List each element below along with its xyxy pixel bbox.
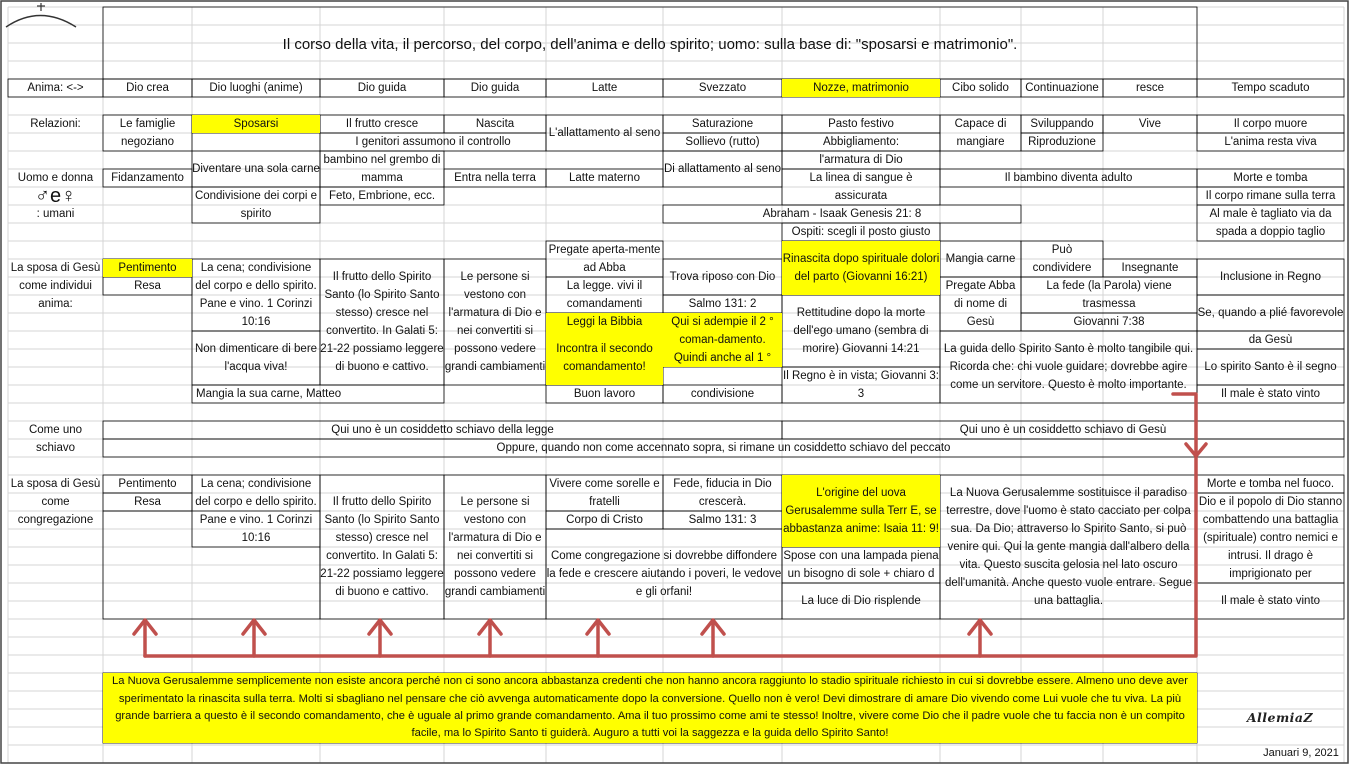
cell-persone-armatura: Le persone si vestono con l'armatura di Dio e nei convertiti si possono vedere grandi cambiamenti (444, 271, 546, 373)
cell-trova-riposo: Trova riposo con Dio (669, 271, 776, 283)
cell-riproduzione: Riproduzione (1028, 136, 1096, 148)
label-uomo-donna: Uomo e donna (17, 172, 94, 184)
cell-corpo-muore: Il corpo muore (1233, 118, 1308, 130)
cell-nascita: Nascita (475, 118, 515, 130)
cell-regno-vista: Il Regno è in vista; Giovanni 3: 3 (783, 370, 939, 400)
logo-text: AllemiaZ (1246, 710, 1314, 725)
label-umani: : umani (36, 208, 75, 220)
cell-origine-gerusalemme: L'origine del uova Gerusalemme sulla Terr E, se abbastanza anime: Isaia 11: 9! (782, 475, 940, 547)
cell-se-quando: Se, quando a plié favorevole (1197, 307, 1344, 319)
cell-persone-armatura-2: Le persone si vestono con l'armatura di Dio e nei convertiti si possono vedere grandi cambiamenti (444, 496, 546, 598)
cell-genitori: I genitori assumono il controllo (355, 136, 511, 148)
cell-frutto-spirito-2: Il frutto dello Spirito Santo (lo Spirito Santo stesso) cresce nel convertito. In Galati 5: 21-22 possiamo leggere di buono e cattivo. (320, 496, 444, 598)
cell-frutto-cresce: Il frutto cresce (345, 118, 419, 130)
cell-puo-condividere: Può condividere (1032, 244, 1092, 274)
cell-male-vinto-2: Il male è stato vinto (1220, 595, 1321, 607)
cell-corpo-cristo: Corpo di Cristo (566, 514, 643, 526)
cell-male-tagliato: Al male è tagliato via da spada a doppio taglio (1209, 208, 1332, 238)
cell-schiavo-legge: Qui uno è un cosiddetto schiavo della legge (331, 424, 554, 436)
cell-cena: La cena; condivisione del corpo e dello spirito. Pane e vino. 1 Corinzi 10:16 (195, 262, 317, 328)
cell-leggi-bibbia: Leggi la Bibbia (546, 313, 663, 331)
cell-capace: Capace di mangiare (954, 118, 1007, 148)
cell-insegnante: Insegnante (1121, 262, 1179, 274)
cell-sollievo: Sollievo (rutto) (685, 136, 760, 148)
cell-da-gesu: da Gesù (1248, 334, 1293, 346)
header-dio-luoghi: Dio luoghi (anime) (209, 82, 303, 94)
cell-luce-dio: La luce di Dio risplende (801, 595, 921, 607)
cell-bambino-adulto: Il bambino diventa adulto (1004, 172, 1133, 184)
cell-armatura: l'armatura di Dio (819, 154, 903, 166)
cell-di-allattamento: Di allattamento al seno (664, 163, 781, 175)
cell-saturazione: Saturazione (691, 118, 754, 130)
cell-condivisione-corpi: Condivisione dei corpi e spirito (194, 190, 318, 220)
header-tempo-scaduto: Tempo scaduto (1231, 82, 1310, 94)
cell-diventare: Diventare una sola carne (192, 163, 320, 175)
cell-ospiti: Ospiti: scegli il posto giusto (791, 226, 931, 238)
header-resce: resce (1135, 82, 1165, 94)
header-continuazione: Continuazione (1025, 82, 1099, 94)
cell-abraham: Abraham - Isaak Genesis 21: 8 (762, 208, 922, 220)
cell-pregate-abba: Pregate Abba di nome di Gesù (945, 280, 1016, 328)
cell-salmo-3: Salmo 131: 3 (688, 514, 757, 526)
cell-abbigliamento: Abbigliamento: (822, 136, 900, 148)
cell-resa: Resa (134, 280, 161, 292)
cell-spose-lampada: Spose con una lampada piena un bisogno di sole + chiaro d (783, 550, 939, 580)
cell-resa-2: Resa (134, 496, 161, 508)
cell-dio-popolo: Dio e il popolo di Dio stanno combattendo una battaglia (spirituale) contro nemici e intrusi. Il drago è imprigionato per (1198, 496, 1343, 580)
footer-note: La Nuova Gerusalemme semplicemente non esiste ancora perché non ci sono ancora abbastanza credenti che non hanno ancora raggiunto lo stadio spirituale richiesto in cui si dovrebbe essere. Almeno uno deve aver sperimentato la rinascita sulla terra. Molti si sbagliano nel pensare che ciò avvenga automaticamente dopo la conversione. Quello non è vero! Devi dimostrare di amare Dio vivendo come Lui vuole che tu viva. La più grande barriera a questo è il secondo comandamento, che è uguale al primo grande comandamento. Ama il tuo prossimo come ami te stesso! Inoltre, vivere come Dio che il padre vuole che tu faccia non è un compito facile, ma lo Spirito Santo ti guiderà. Auguro a tutti voi la saggezza e la guida dello Spirito Santo! (103, 673, 1197, 743)
cell-congregazione-fede: Come congregazione si dovrebbe diffondere la fede e crescere aiutando i poveri, le vedove e gli orfani! (546, 550, 782, 598)
cell-pregate-apertamente: Pregate aperta-mente ad Abba (548, 244, 661, 274)
header-svezzato: Svezzato (698, 82, 747, 94)
cell-pentimento-2: Pentimento (118, 478, 177, 490)
label-come-schiavo: Come uno schiavo (28, 424, 83, 454)
header-dio-guida-2: Dio guida (470, 82, 520, 94)
cell-cena-2: La cena; condivisione del corpo e dello spirito. Pane e vino. 1 Corinzi 10:16 (195, 478, 317, 544)
cell-fede-trasmessa: La fede (la Parola) viene trasmessa (1046, 280, 1172, 310)
label-sposa-individui: La sposa di Gesù come individui anima: (10, 262, 101, 310)
header-latte: Latte (591, 82, 618, 94)
cell-incontra-comandamento: Incontra il secondo comandamento! (546, 331, 663, 385)
cell-spirito-segno: Lo spirito Santo è il segno (1204, 361, 1337, 373)
cell-sposarsi: Sposarsi (192, 115, 320, 133)
cell-schiavo-peccato: Oppure, quando non come accennato sopra, si rimane un cosiddetto schiavo del peccato (496, 442, 951, 454)
cell-anima-viva: L'anima resta viva (1224, 136, 1317, 148)
gender-symbols-icon: ♂e♀ (34, 187, 77, 205)
allemiaz-logo (0, 0, 80, 36)
cell-latte-materno: Latte materno (569, 172, 640, 184)
cell-fede-fiducia: Fede, fiducia in Dio crescerà. (673, 478, 772, 508)
cell-vivere-sorelle: Vivere come sorelle e fratelli (549, 478, 660, 508)
cell-morte-fuoco: Morte e tomba nel fuoco. (1206, 478, 1335, 490)
header-anima: Anima: <-> (27, 82, 84, 94)
cell-frutto-spirito: Il frutto dello Spirito Santo (lo Spirito Santo stesso) cresce nel convertito. In Galati 5: 21-22 possiamo leggere di buono e cattivo. (320, 271, 444, 373)
cell-feto: Feto, Embrione, ecc. (328, 190, 436, 202)
label-sposa-congregazione: La sposa di Gesù come congregazione (10, 478, 101, 526)
cell-buon-lavoro: Buon lavoro (573, 388, 636, 400)
cell-schiavo-gesu: Qui uno è un cosiddetto schiavo di Gesù (959, 424, 1167, 436)
cell-pasto-festivo: Pasto festivo (828, 118, 894, 130)
cell-mangia-carne-matteo: Mangia la sua carne, Matteo (196, 388, 342, 400)
cell-guida-spirito: La guida dello Spirito Santo è molto tangibile qui. Ricorda che: chi vuole guidare; dovrebbe agire come un servitore. Questo è molto importante. (943, 343, 1194, 391)
cell-famiglie: Le famiglie negoziano (119, 118, 176, 148)
header-dio-crea: Dio crea (126, 82, 169, 94)
cell-inclusione-regno: Inclusione in Regno (1219, 271, 1321, 283)
cell-condivisione: condivisione (690, 388, 755, 400)
cell-nuova-gerusalemme: La Nuova Gerusalemme sostituisce il paradiso terrestre, dove l'uomo è stato cacciato per colpa sua. Da Dio; attraverso lo Spirito Santo, si può venire qui. Qui la gente mangia dall'albero della vita. Questo suscita gelosia nel lato oscuro dell'umanità. Anche questo vuole entrare. Segue una battaglia. (944, 487, 1193, 607)
header-dio-guida-1: Dio guida (357, 82, 407, 94)
cell-linea-sangue: La linea di sangue è assicurata (809, 172, 913, 202)
cell-entra-terra: Entra nella terra (454, 172, 536, 184)
header-cibo-solido: Cibo solido (952, 82, 1009, 94)
header-nozze: Nozze, matrimonio (782, 79, 940, 97)
cell-morte-tomba: Morte e tomba (1233, 172, 1308, 184)
cell-salmo-2: Salmo 131: 2 (688, 298, 757, 310)
page-title: Il corso della vita, il percorso, del corpo, dell'anima e dello spirito; uomo: sulla base di: "sposarsi e matrimonio". (282, 36, 1018, 53)
label-relazioni: Relazioni: (30, 118, 81, 130)
cell-mangia-carne: Mangia carne (945, 253, 1016, 265)
cell-pentimento: Pentimento (103, 259, 192, 277)
cell-corpo-rimane: Il corpo rimane sulla terra (1205, 190, 1336, 202)
cell-allattamento: L'allattamento al seno (548, 127, 661, 139)
cell-giovanni-7-38: Giovanni 7:38 (1073, 316, 1145, 328)
cell-bambino: bambino nel grembo di mamma (323, 154, 441, 184)
cell-rettitudine: Rettitudine dopo la morte dell'ego umano (sembra di morire) Giovanni 14:21 (793, 307, 929, 355)
cell-acqua-viva: Non dimenticare di bere l'acqua viva! (194, 343, 318, 373)
date-stamp: Januari 9, 2021 (1263, 747, 1339, 759)
cell-legge-comandamenti: La legge. vivi il comandamenti (566, 280, 643, 310)
cell-male-vinto-1: Il male è stato vinto (1220, 388, 1321, 400)
cell-fidanzamento: Fidanzamento (111, 172, 184, 184)
cell-rinascita: Rinascita dopo spirituale dolori del parto (Giovanni 16:21) (782, 241, 940, 295)
cell-vive: Vive (1138, 118, 1162, 130)
cell-sviluppando: Sviluppando (1030, 118, 1094, 130)
cell-adempie: Qui si adempie il 2 ° coman-damento. Quindi anche al 1 ° (663, 313, 782, 367)
